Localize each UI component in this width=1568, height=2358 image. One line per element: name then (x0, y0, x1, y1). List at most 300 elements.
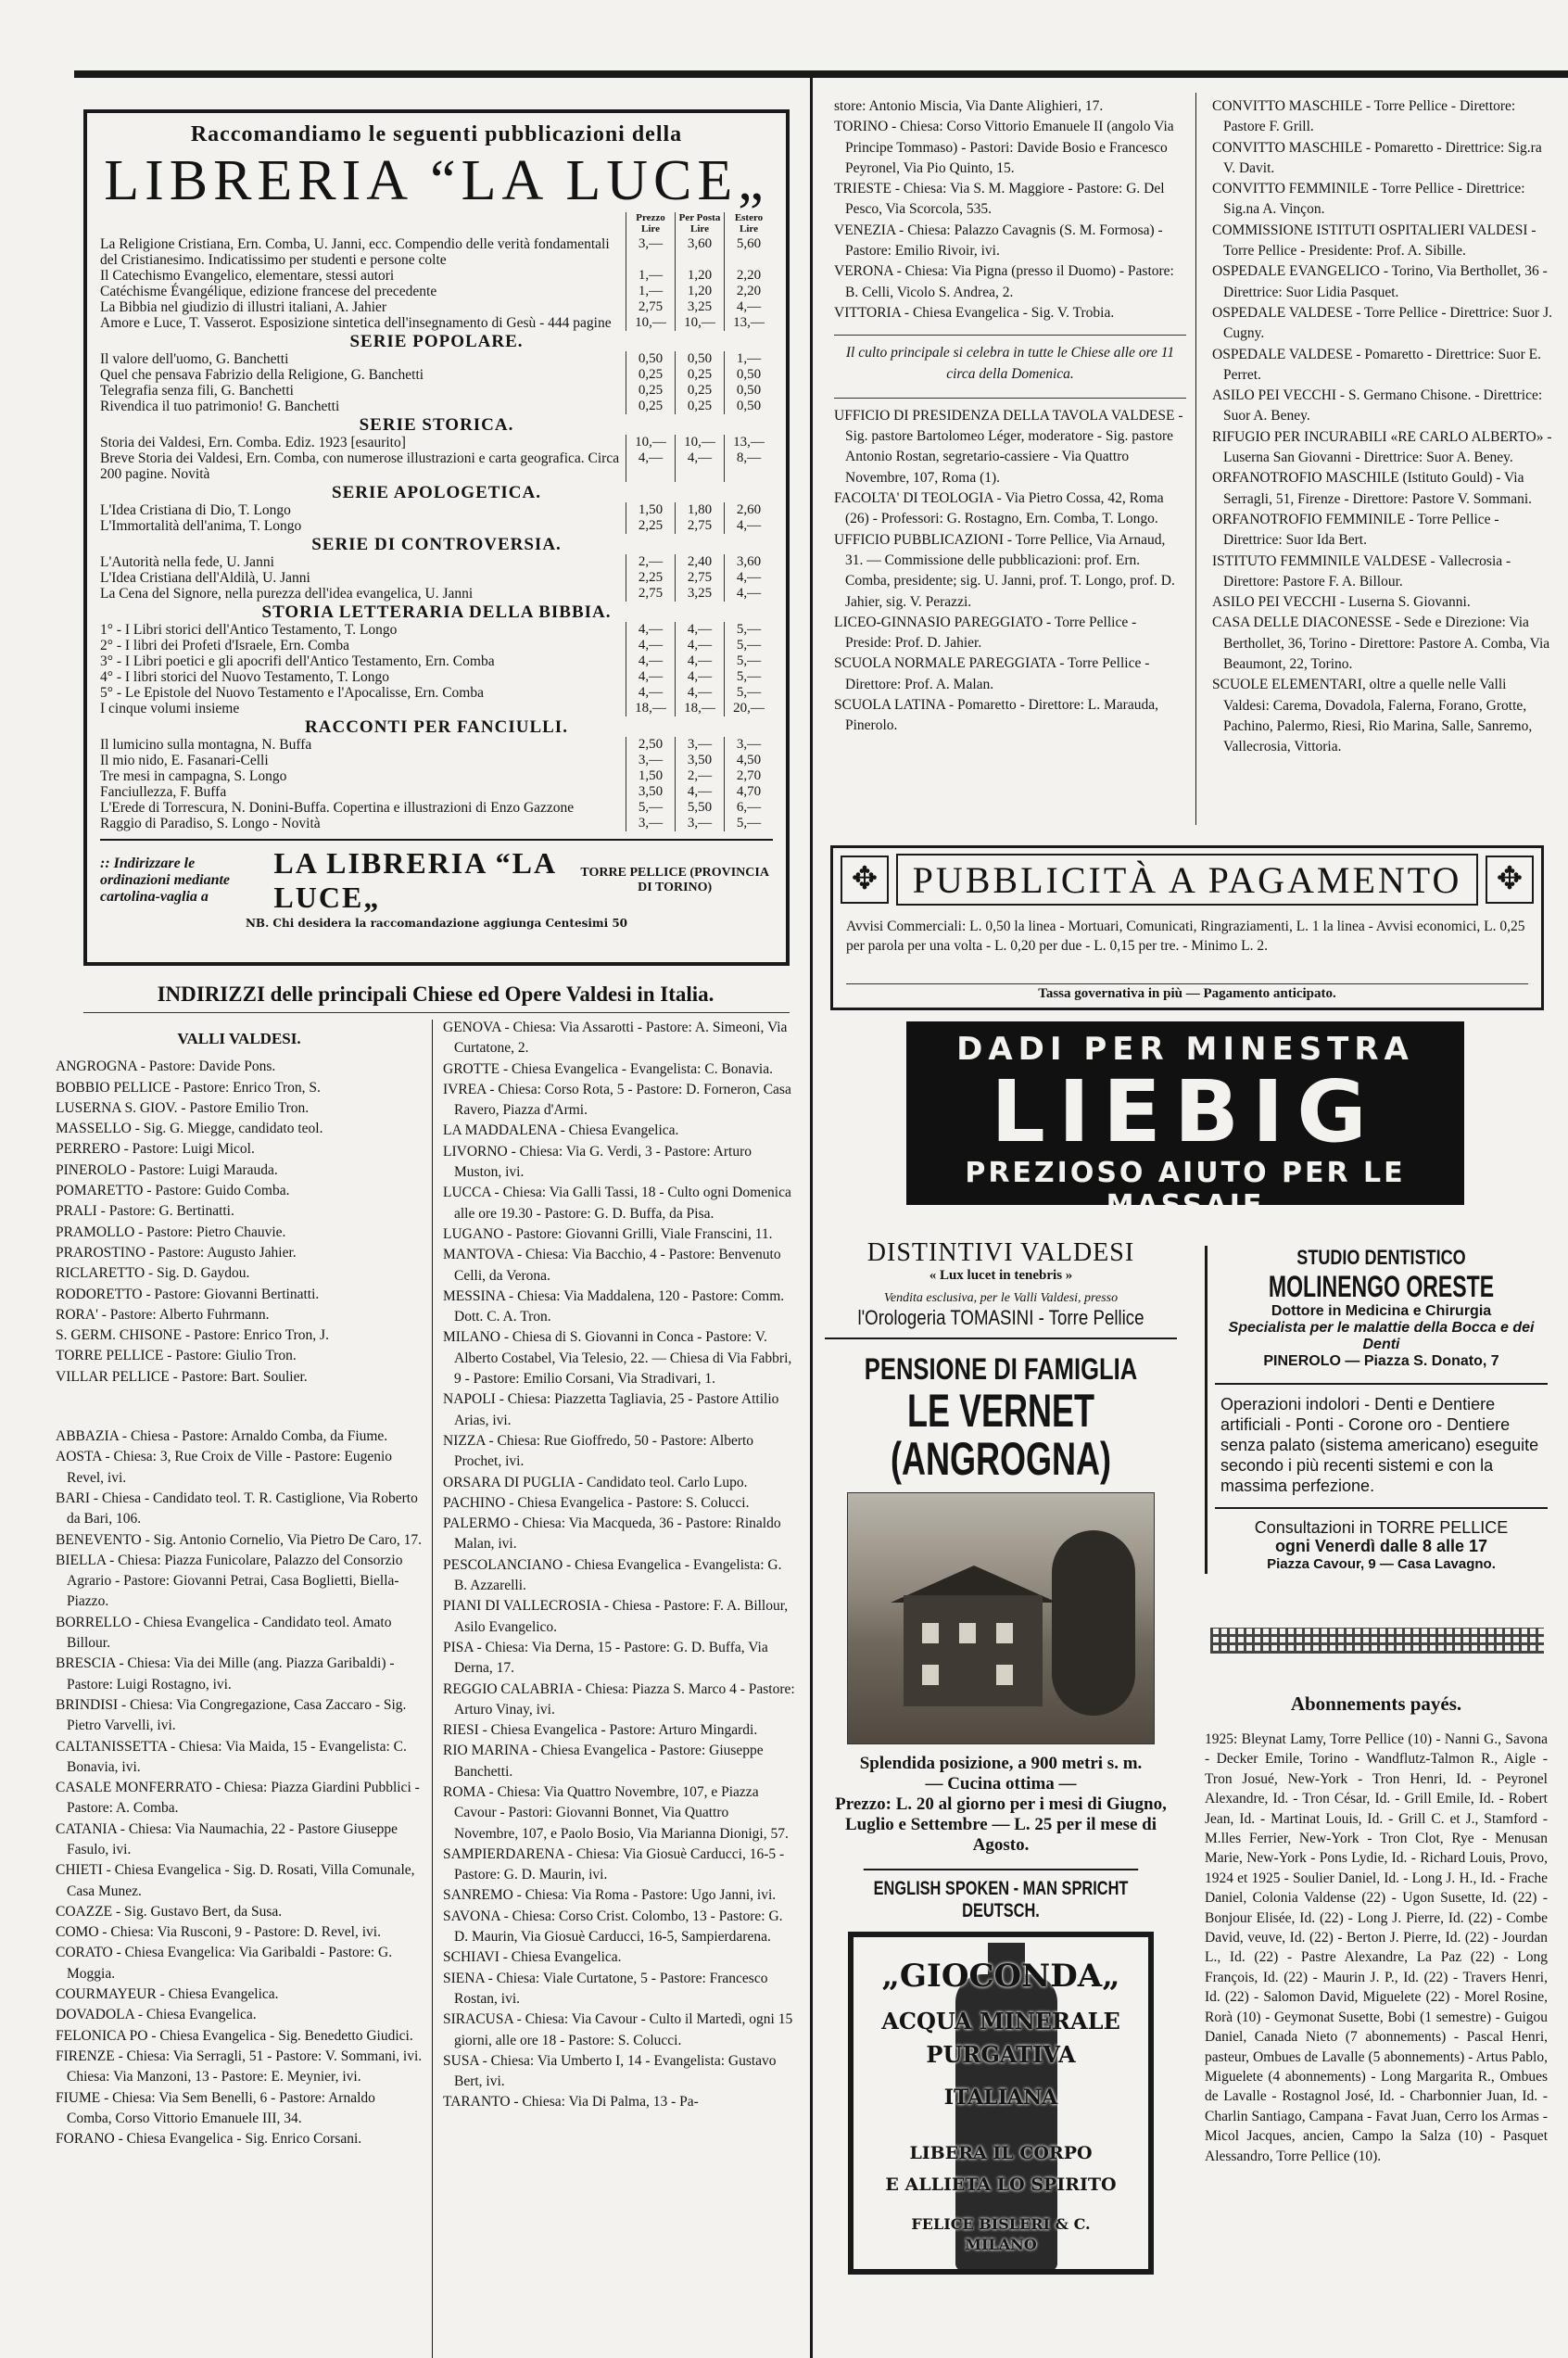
city-entry: LUGANO - Pastore: Giovanni Grilli, Viale Franscini, 11. (443, 1225, 773, 1242)
price-cell: 0,25 (676, 367, 725, 383)
price-row (100, 450, 773, 482)
valley-entry: S. GERM. CHISONE - Pastore: Enrico Tron, J. (56, 1327, 329, 1344)
book-title: La Bibbia nel giudizio di illustri italiani, A. Jahier (100, 299, 387, 315)
book-title: Il lumicino sulla montagna, N. Buffa (100, 737, 312, 753)
price-row (100, 586, 773, 602)
address-column-2 (443, 1018, 795, 2358)
price-cell: 5,60 (725, 236, 774, 268)
city-entry: PIANI DI VALLECROSIA - Chiesa - Pastore: F. A. Billour, Asilo Evangelico. (443, 1598, 789, 1635)
valley-entry: ANGROGNA - Pastore: Davide Pons. (56, 1059, 276, 1075)
price-cell: 4,— (626, 622, 676, 638)
city-entry: VITTORIA - Chiesa Evangelica - Sig. V. Trobia. (834, 304, 1115, 321)
price-row (100, 653, 773, 669)
vernet-kitchen: — Cucina ottima — (925, 1774, 1077, 1794)
book-title: L'Autorità nella fede, U. Janni (100, 554, 274, 570)
libreria-advert (83, 109, 790, 966)
price-cell: 20,— (725, 701, 774, 716)
book-title: Amore e Luce, T. Vasserot. Esposizione sintetica dell'insegnamento di Gesù - 444 pagine (100, 315, 612, 331)
price-cell: 0,25 (626, 399, 676, 414)
price-cell: 4,— (626, 638, 676, 653)
valley-entry: LUSERNA S. GIOV. - Pastore Emilio Tron. (56, 1099, 310, 1116)
price-cell: 3,25 (676, 299, 725, 315)
libreria-place: TORRE PELLICE (PROVINCIA DI TORINO) (580, 866, 769, 894)
series-heading (100, 331, 773, 351)
institution-entry: OSPEDALE VALDESE - Pomaretto - Direttrice: Suor E. Perret. (1212, 346, 1542, 383)
series-heading (100, 482, 773, 502)
book-title: Breve Storia dei Valdesi, Ern. Comba, con numerose illustrazioni e carta geografica. Circa 200 pagine. Novità (100, 450, 620, 482)
price-row (100, 299, 773, 315)
price-cell: 4,— (676, 622, 725, 638)
city-entry: RIESI - Chiesa Evangelica - Pastore: Arturo Mingardi. (443, 1722, 758, 1739)
libreria-nb: NB. Chi desidera la raccomandazione aggiunga Centesimi 50 (245, 917, 628, 930)
price-cell: 3,— (626, 236, 676, 268)
city-entry: VENEZIA - Chiesa: Palazzo Cavagnis (S. M. Formosa) - Pastore: Emilio Rivoir, ivi. (834, 222, 1163, 260)
city-entry: BRESCIA - Chiesa: Via dei Mille (ang. Piazza Garibaldi) - Pastore: Luigi Rostagno, ivi. (56, 1655, 395, 1692)
book-title: Raggio di Paradiso, S. Longo - Novità (100, 816, 321, 831)
book-title: Rivendica il tuo patrimonio! G. Banchetti (100, 399, 340, 414)
valley-entry: PRAMOLLO - Pastore: Pietro Chauvie. (56, 1223, 286, 1240)
city-entry: BENEVENTO - Sig. Antonio Cornelio, Via Pietro De Caro, 17. (56, 1531, 423, 1548)
price-row (100, 236, 773, 268)
price-cell: 4,— (676, 638, 725, 653)
city-entry: FIRENZE - Chiesa: Via Serragli, 51 - Pastore: V. Sommani, ivi. Chiesa: Via Manzoni, 13 - Pastore: E. Meynier, ivi. (56, 2047, 423, 2085)
series-title: RACCONTI PER FANCIULLI. (305, 717, 568, 737)
price-cell: 4,— (676, 669, 725, 685)
city-entry: MESSINA - Chiesa: Via Maddalena, 120 - Pastore: Comm. Dott. C. A. Tron. (443, 1287, 785, 1325)
price-cell: 4,— (626, 685, 676, 701)
series-heading (100, 602, 773, 622)
institution-entry: ASILO PEI VECCHI - Luserna S. Giovanni. (1212, 594, 1471, 611)
distintivi-title: DISTINTIVI VALDESI (866, 1238, 1135, 1267)
city-entry: LIVORNO - Chiesa: Via G. Verdi, 3 - Pastore: Arturo Muston, ivi. (443, 1143, 752, 1181)
price-cell: 0,25 (626, 367, 676, 383)
price-cell: 1,— (725, 351, 774, 367)
ornament-icon: ✥ (1486, 856, 1534, 904)
institution-entry: SCUOLA LATINA - Pomaretto - Direttore: L. Marauda, Pinerolo. (834, 697, 1158, 734)
institution-entry: ISTITUTO FEMMINILE VALDESE - Vallecrosia - Direttore: Pastore F. A. Billour. (1212, 552, 1511, 590)
price-row (100, 315, 773, 331)
valli-list (56, 1057, 423, 1388)
price-cell: 2,60 (725, 502, 774, 518)
price-cell: 1,80 (676, 502, 725, 518)
price-cell: 4,— (725, 518, 774, 534)
book-title: La Religione Cristiana, Ern. Comba, U. Janni, ecc. Compendio delle verità fondamentali del Cristianesimo. Indicatissimo per studenti e persone colte (100, 236, 610, 268)
col-header-estero: Estero Lire (725, 212, 774, 236)
price-cell: 1,— (626, 284, 676, 299)
price-cell: 4,— (626, 669, 676, 685)
valley-entry: RORA' - Pastore: Alberto Fuhrmann. (56, 1306, 270, 1323)
price-cell: 4,— (676, 784, 725, 800)
price-cell: 2,75 (676, 518, 725, 534)
cities-list-2 (443, 1018, 795, 2113)
city-entry: REGGIO CALABRIA - Chiesa: Piazza S. Marco 4 - Pastore: Arturo Vinay, ivi. (443, 1680, 795, 1718)
col-header-posta: Per Posta Lire (676, 212, 725, 236)
city-entry: TORINO - Chiesa: Corso Vittorio Emanuele II (angolo Via Principe Tommaso) - Pastori: Davide Bosio e Francesco Peyronel, Via Pio Quinto, 15. (834, 119, 1174, 176)
consult-address: Piazza Cavour, 9 — Casa Lavagno. (1267, 1556, 1496, 1572)
price-row (100, 701, 773, 716)
institution-entry: SCUOLE ELEMENTARI, oltre a quelle nelle Valli Valdesi: Carema, Dovadola, Falerna, Forano, Grotte, Pachino, Palermo, Riesi, Rio Marina, Salle, Sanremo, Vallecrosia, Vittoria. (1212, 677, 1533, 755)
price-row (100, 383, 773, 399)
city-entry: FIUME - Chiesa: Via Sem Benelli, 6 - Pastore: Arnaldo Comba, Corso Vittorio Emanuele III, 34. (56, 2089, 375, 2126)
pubblicita-title: PUBBLICITÀ A PAGAMENTO (896, 854, 1478, 906)
valley-entry: TORRE PELLICE - Pastore: Giulio Tron. (56, 1348, 297, 1364)
price-cell: 3,— (626, 753, 676, 768)
city-entry: AOSTA - Chiesa: 3, Rue Croix de Ville - Pastore: Eugenio Revel, ivi. (56, 1449, 393, 1486)
city-entry: MANTOVA - Chiesa: Via Bacchio, 4 - Pastore: Benvenuto Celli, da Verona. (443, 1247, 781, 1284)
vernet-name: LE VERNET (ANGROGNA) (891, 1385, 1111, 1485)
price-row (100, 800, 773, 816)
book-title: 4° - I libri storici del Nuovo Testamento, T. Longo (100, 669, 390, 685)
libreria-footer (100, 839, 773, 915)
gioconda-advert (848, 1932, 1154, 2275)
city-entry: MILANO - Chiesa di S. Giovanni in Conca - Pastore: V. Alberto Costabel, Via Telesio, 22. — Chiesa di Via Fabbri, 9 - Pastore: Emilio Corsani, Via Stradivari, 1. (443, 1329, 792, 1388)
valley-entry: PRAROSTINO - Pastore: Augusto Jahier. (56, 1244, 297, 1261)
price-cell: 2,25 (626, 570, 676, 586)
culto-note: Il culto principale si celebra in tutte le Chiese alle ore 11 circa della Domenica. (845, 345, 1175, 382)
institution-entry: UFFICIO PUBBLICAZIONI - Torre Pellice, Via Arnaud, 31. — Commissione delle pubblicazioni: prof. Ern. Comba, presidente; sig. U. Janni, prof. T. Longo, prof. D. Jahier, sig. V. Perazzi. (834, 531, 1175, 610)
price-cell: 4,— (725, 299, 774, 315)
price-cell: 6,— (725, 800, 774, 816)
institution-entry: RIFUGIO PER INCURABILI «RE CARLO ALBERTO» - Luserna San Giovanni - Direttrice: Suor A. Beney. (1212, 428, 1552, 466)
price-cell: 4,— (676, 450, 725, 482)
price-cell: 3,— (676, 816, 725, 831)
price-cell: 2,20 (725, 268, 774, 284)
institution-entry: OSPEDALE EVANGELICO - Torino, Via Berthollet, 36 - Direttrice: Suor Lidia Pasquet. (1212, 263, 1548, 300)
book-title: Tre mesi in campagna, S. Longo (100, 768, 287, 784)
city-entry: SAMPIERDARENA - Chiesa: Via Giosuè Carducci, 16-5 - Pastore: G. D. Maurin, ivi. (443, 1845, 785, 1883)
price-cell: 3,50 (626, 784, 676, 800)
city-entry: FELONICA PO - Chiesa Evangelica - Sig. Benedetto Giudici. (56, 2027, 413, 2044)
book-title: 5° - Le Epistole del Nuovo Testamento e l'Apocalisse, Ern. Comba (100, 685, 484, 701)
price-row (100, 638, 773, 653)
libreria-price-table (100, 212, 773, 831)
dentist-degree: Dottore in Medicina e Chirurgia (1271, 1303, 1492, 1319)
price-cell: 3,60 (725, 554, 774, 570)
valley-entry: POMARETTO - Pastore: Guido Comba. (56, 1183, 290, 1199)
book-title: Fanciullezza, F. Buffa (100, 784, 227, 800)
valley-entry: RICLARETTO - Sig. D. Gaydou. (56, 1265, 250, 1282)
city-entry: TARANTO - Chiesa: Via Di Palma, 13 - Pa- (443, 2094, 699, 2111)
price-cell: 4,— (626, 450, 676, 482)
column-divider-right-top (1195, 93, 1196, 825)
price-cell: 4,— (626, 653, 676, 669)
col-header-prezzo: Prezzo Lire (626, 212, 676, 236)
price-cell: 2,70 (725, 768, 774, 784)
price-cell: 10,— (626, 435, 676, 450)
institution-entry: CONVITTO MASCHILE - Torre Pellice - Direttore: Pastore F. Grill. (1212, 98, 1516, 135)
gioconda-maker: FELICE BISLERI & C. (911, 2215, 1091, 2233)
indirizzi-title: INDIRIZZI delle principali Chiese ed Opere Valdesi in Italia. (157, 982, 714, 1006)
city-entry: SUSA - Chiesa: Via Umberto I, 14 - Evangelista: Gustavo Bert, ivi. (443, 2052, 777, 2090)
price-cell: 0,50 (725, 383, 774, 399)
institution-entry: CASA DELLE DIACONESSE - Sede e Direzione: Via Berthollet, 36, Torino - Direttore: Pastore A. Comba, Via Beaumont, 22, Torino. (1212, 615, 1550, 673)
column-divider-center (810, 78, 813, 2358)
city-entry: CALTANISSETTA - Chiesa: Via Maida, 15 - Evangelista: C. Bonavia, ivi. (56, 1738, 407, 1775)
book-title: Il mio nido, E. Fasanari-Celli (100, 753, 269, 768)
book-title: I cinque volumi insieme (100, 701, 240, 716)
price-row (100, 816, 773, 831)
series-title: SERIE DI CONTROVERSIA. (311, 535, 562, 554)
price-cell: 3,— (676, 737, 725, 753)
city-entry: PISA - Chiesa: Via Derna, 15 - Pastore: G. D. Buffa, Via Derna, 17. (443, 1639, 768, 1677)
libreria-name: LA LIBRERIA “LA LUCE„ (273, 846, 556, 914)
price-cell: 0,25 (626, 383, 676, 399)
city-entry: SANREMO - Chiesa: Via Roma - Pastore: Ugo Janni, ivi. (443, 1887, 777, 1904)
book-title: 1° - I Libri storici dell'Antico Testamento, T. Longo (100, 622, 398, 638)
pubblicita-box (830, 845, 1544, 1010)
liebig-top: DADI PER MINESTRA (956, 1031, 1414, 1068)
price-cell: 4,50 (725, 753, 774, 768)
price-cell: 4,70 (725, 784, 774, 800)
price-row (100, 351, 773, 367)
gioconda-city: MILANO (965, 2236, 1037, 2253)
dentist-name: MOLINENGO ORESTE (1268, 1270, 1495, 1303)
city-entry: LUCCA - Chiesa: Via Galli Tassi, 18 - Culto ogni Domenica alle ore 19.30 - Pastore: G. D. Buffa, da Pisa. (443, 1185, 791, 1222)
price-cell: 3,25 (676, 586, 725, 602)
city-entry: CASALE MONFERRATO - Chiesa: Piazza Giardini Pubblici - Pastore: A. Comba. (56, 1780, 420, 1817)
institutions-list (834, 406, 1186, 737)
price-row (100, 518, 773, 534)
book-title: L'Idea Cristiana di Dio, T. Longo (100, 502, 291, 518)
price-cell: 1,20 (676, 284, 725, 299)
price-cell: 4,— (725, 586, 774, 602)
address-column-3 (834, 96, 1186, 819)
valley-entry: RODORETTO - Pastore: Giovanni Bertinatti. (56, 1286, 320, 1302)
price-row (100, 669, 773, 685)
price-row (100, 435, 773, 450)
city-entry: VERONA - Chiesa: Via Pigna (presso il Duomo) - Pastore: B. Celli, Vicolo S. Andrea, 2. (834, 263, 1174, 300)
gioconda-line2: ACQUA MINERALE (881, 2008, 1120, 2035)
liebig-brand: LIEBIG (991, 1062, 1380, 1161)
city-entry: COMO - Chiesa: Via Rusconi, 9 - Pastore: D. Revel, ivi. (56, 1924, 381, 1941)
price-cell: 5,— (725, 685, 774, 701)
price-row (100, 570, 773, 586)
dentist-kicker: STUDIO DENTISTICO (1296, 1246, 1466, 1269)
gioconda-title: „GIOCONDA„ (881, 1958, 1120, 1995)
price-row (100, 784, 773, 800)
dentist-services: Operazioni indolori - Denti e Dentiere artificiali - Ponti - Corone oro - Dentiere senza palato (sistema americano) eseguite secondo i più recenti sistemi e con la massima perfezione. (1215, 1383, 1548, 1496)
city-entry: ABBAZIA - Chiesa - Pastore: Arnaldo Comba, da Fiume. (56, 1428, 388, 1445)
series-title: SERIE STORICA. (359, 415, 514, 435)
works-list (1212, 96, 1555, 758)
city-entry: CATANIA - Chiesa: Via Naumachia, 22 - Pastore Giuseppe Fasulo, ivi. (56, 1820, 398, 1857)
price-table-header (100, 212, 773, 236)
consult-days: ogni Venerdì dalle 8 alle 17 (1274, 1537, 1488, 1555)
left-ads-column (825, 1238, 1177, 2275)
price-row (100, 554, 773, 570)
valli-title: VALLI VALDESI. (177, 1030, 301, 1047)
dentist-specialty: Specialista per le malattie della Bocca e dei Denti (1228, 1320, 1535, 1352)
price-cell: 2,75 (626, 586, 676, 602)
city-entry: ORSARA DI PUGLIA - Candidato teol. Carlo Lupo. (443, 1474, 748, 1490)
price-cell: 5,— (725, 669, 774, 685)
institution-entry: LICEO-GINNASIO PAREGGIATO - Torre Pellice - Preside: Prof. D. Jahier. (834, 614, 1137, 652)
price-cell: 3,— (725, 737, 774, 753)
gioconda-line4: ITALIANA (943, 2085, 1058, 2110)
pubblicita-rates: Avvisi Commerciali: L. 0,50 la linea - Mortuari, Comunicati, Ringraziamenti, L. 1 la linea - Avvisi economici, L. 0,25 per parola per una volta - L. 0,20 per due - L. 0,15 per tre. - Minimo L. 2. (846, 919, 1525, 954)
institution-entry: OSPEDALE VALDESE - Torre Pellice - Direttrice: Suor J. Cugny. (1212, 304, 1552, 342)
price-row (100, 268, 773, 284)
dentist-consultations (1215, 1507, 1548, 1574)
city-entry: PALERMO - Chiesa: Via Macqueda, 36 - Pastore: Rinaldo Malan, ivi. (443, 1515, 781, 1553)
city-entry: NIZZA - Chiesa: Rue Gioffredo, 50 - Pastore: Alberto Prochet, ivi. (443, 1432, 754, 1470)
book-title: Telegrafia senza fili, G. Banchetti (100, 383, 294, 399)
price-cell: 10,— (676, 435, 725, 450)
book-title: L'Immortalità dell'anima, T. Longo (100, 518, 302, 534)
liebig-slogan: PREZIOSO AIUTO PER LE MASSAIE (965, 1157, 1406, 1222)
city-entry: CHIETI - Chiesa Evangelica - Sig. D. Rosati, Villa Comunale, Casa Munez. (56, 1862, 415, 1899)
price-cell: 4,— (676, 685, 725, 701)
price-cell: 5,50 (676, 800, 725, 816)
series-heading (100, 414, 773, 435)
price-cell: 0,50 (626, 351, 676, 367)
dentist-advert (1205, 1246, 1548, 1574)
book-title: Quel che pensava Fabrizio della Religione, G. Banchetti (100, 367, 424, 383)
libreria-title: LIBRERIA “LA LUCE„ (104, 149, 769, 212)
city-entry: IVREA - Chiesa: Corso Rota, 5 - Pastore: D. Forneron, Casa Ravero, Piazza d'Armi. (443, 1081, 791, 1119)
book-title: La Cena del Signore, nella purezza dell'idea evangelica, U. Janni (100, 586, 474, 602)
price-cell: 10,— (676, 315, 725, 331)
city-entry: PACHINO - Chiesa Evangelica - Pastore: S. Colucci. (443, 1494, 750, 1511)
price-cell: 0,50 (725, 367, 774, 383)
cities-list-1 (56, 1426, 423, 2149)
city-entry: FORANO - Chiesa Evangelica - Sig. Enrico Corsani. (56, 2131, 362, 2148)
valley-entry: MASSELLO - Sig. G. Miegge, candidato teol. (56, 1121, 323, 1137)
price-row (100, 737, 773, 753)
city-entry: TRIESTE - Chiesa: Via S. M. Maggiore - Pastore: G. Del Pesco, Via Scorcola, 535. (834, 181, 1165, 218)
city-entry: COAZZE - Sig. Gustavo Bert, da Susa. (56, 1903, 283, 1920)
city-entry: GENOVA - Chiesa: Via Assarotti - Pastore: A. Simeoni, Via Curtatone, 2. (443, 1020, 788, 1057)
distintivi-shop: l'Orologeria TOMASINI - Torre Pellice (857, 1306, 1144, 1329)
gioconda-line5: LIBERA IL CORPO (909, 2143, 1093, 2163)
institution-entry: ASILO PEI VECCHI - S. Germano Chisone. - Direttrice: Suor A. Beney. (1212, 387, 1543, 425)
valley-entry: PINEROLO - Pastore: Luigi Marauda. (56, 1161, 278, 1178)
city-entry: RIO MARINA - Chiesa Evangelica - Pastore: Giuseppe Banchetti. (443, 1743, 764, 1780)
institution-entry: CONVITTO MASCHILE - Pomaretto - Direttrice: Sig.ra V. Davit. (1212, 139, 1542, 176)
price-cell: 0,50 (725, 399, 774, 414)
price-cell: 13,— (725, 435, 774, 450)
price-cell: 4,— (725, 570, 774, 586)
cities-list-3 (834, 96, 1186, 323)
city-entry: PESCOLANCIANO - Chiesa Evangelica - Evangelista: G. B. Azzarelli. (443, 1556, 782, 1594)
indirizzi-rule (83, 1012, 790, 1013)
price-cell: 5,— (725, 622, 774, 638)
institution-entry: FACOLTA' DI TEOLOGIA - Via Pietro Cossa, 42, Roma (26) - Professori: G. Rostagno, Ern. Comba, T. Longo. (834, 490, 1164, 527)
price-cell: 2,75 (626, 299, 676, 315)
book-title: Il valore dell'uomo, G. Banchetti (100, 351, 289, 367)
price-row (100, 367, 773, 383)
price-cell: 2,50 (626, 737, 676, 753)
abonnements-title: Abonnements payés. (1290, 1692, 1462, 1715)
column-divider-left (432, 1020, 433, 2358)
city-entry: LA MADDALENA - Chiesa Evangelica. (443, 1122, 679, 1139)
city-entry: GROTTE - Chiesa Evangelica - Evangelista: C. Bonavia. (443, 1060, 773, 1077)
price-cell: 5,— (725, 638, 774, 653)
price-row (100, 399, 773, 414)
institution-entry: CONVITTO FEMMINILE - Torre Pellice - Direttrice: Sig.na A. Vinçon. (1212, 181, 1525, 218)
ornament-icon: ✥ (841, 856, 889, 904)
distintivi-sale: Vendita esclusiva, per le Valli Valdesi, presso (883, 1291, 1119, 1305)
city-entry: SCHIAVI - Chiesa Evangelica. (443, 1949, 622, 1966)
price-cell: 1,50 (626, 768, 676, 784)
gioconda-line6: E ALLIETA LO SPIRITO (885, 2174, 1117, 2195)
valley-entry: PRALI - Pastore: G. Bertinatti. (56, 1203, 234, 1220)
book-title: Il Catechismo Evangelico, elementare, stessi autori (100, 268, 395, 284)
address-column-1 (56, 1023, 423, 2358)
city-entry: SIENA - Chiesa: Viale Curtatone, 5 - Pastore: Francesco Rostan, ivi. (443, 1970, 768, 2007)
top-rule (74, 70, 1568, 78)
price-cell: 5,— (725, 816, 774, 831)
book-title: 2° - I libri dei Profeti d'Israele, Ern. Comba (100, 638, 349, 653)
institution-entry: ORFANOTROFIO MASCHILE (Istituto Gould) - Via Serragli, 51, Firenze - Direttore: Pastore V. Sommani. (1212, 470, 1533, 507)
vernet-prices: Prezzo: L. 20 al giorno per i mesi di Giugno, Luglio e Settembre — L. 25 per il mese di Agosto. (835, 1794, 1167, 1855)
price-cell: 8,— (725, 450, 774, 482)
book-title: 3° - I Libri poetici e gli apocrifi dell'Antico Testamento, Ern. Comba (100, 653, 495, 669)
series-heading (100, 716, 773, 737)
city-entry: BIELLA - Chiesa: Piazza Funicolare, Palazzo del Consorzio Agrario - Pastore: Giovanni Petrai, Casa Boglietti, Biella-Piazzo. (56, 1552, 403, 1610)
city-entry: CORATO - Chiesa Evangelica: Via Garibaldi - Pastore: G. Moggia. (56, 1945, 393, 1982)
city-entry: COURMAYEUR - Chiesa Evangelica. (56, 1986, 279, 2003)
price-cell: 2,— (676, 768, 725, 784)
liebig-advert (906, 1021, 1464, 1222)
address-column-4 (1212, 96, 1555, 829)
price-cell: 5,— (725, 653, 774, 669)
price-cell: 2,— (626, 554, 676, 570)
price-row (100, 284, 773, 299)
order-instructions: :: Indirizzare le ordinazioni mediante cartolina-vaglia a (100, 856, 231, 905)
series-title: STORIA LETTERARIA DELLA BIBBIA. (261, 602, 612, 622)
price-cell: 2,40 (676, 554, 725, 570)
vernet-kicker: PENSIONE DI FAMIGLIA (864, 1352, 1138, 1386)
city-entry: SAVONA - Chiesa: Corso Crist. Colombo, 13 - Pastore: G. D. Maurin, Via Giosuè Carducci, 16-5, Sampierdarena. (443, 1908, 783, 1946)
series-title: SERIE POPOLARE. (349, 332, 524, 351)
price-cell: 1,20 (676, 268, 725, 284)
price-row (100, 768, 773, 784)
price-cell: 1,— (626, 268, 676, 284)
price-row (100, 502, 773, 518)
price-cell: 0,50 (676, 351, 725, 367)
libreria-head: Raccomandiamo le seguenti pubblicazioni della (190, 122, 683, 146)
price-cell: 1,50 (626, 502, 676, 518)
price-cell: 4,— (676, 653, 725, 669)
valley-entry: BOBBIO PELLICE - Pastore: Enrico Tron, S. (56, 1079, 321, 1096)
price-row (100, 622, 773, 638)
institution-entry: UFFICIO DI PRESIDENZA DELLA TAVOLA VALDESE - Sig. pastore Bartolomeo Léger, moderatore - Sig. pastore Antonio Rostan, segretario-cassiere - Via Quattro Novembre, 107, Roma (1). (834, 407, 1183, 486)
price-row (100, 753, 773, 768)
book-title: L'Erede di Torrescura, N. Donini-Buffa. Copertina e illustrazioni di Enzo Gazzone (100, 800, 575, 816)
price-cell: 5,— (626, 800, 676, 816)
price-row (100, 685, 773, 701)
price-cell: 18,— (626, 701, 676, 716)
institution-entry: ORFANOTROFIO FEMMINILE - Torre Pellice - Direttrice: Suor Ida Bert. (1212, 511, 1499, 549)
price-cell: 0,25 (676, 399, 725, 414)
consult-place: Consultazioni in TORRE PELLICE (1254, 1518, 1509, 1537)
price-cell: 2,75 (676, 570, 725, 586)
vernet-photo (847, 1492, 1155, 1744)
book-title: Storia dei Valdesi, Ern. Comba. Ediz. 1923 [esaurito] (100, 435, 406, 450)
city-entry: BARI - Chiesa - Candidato teol. T. R. Castiglione, Via Roberto da Bari, 106. (56, 1490, 418, 1528)
price-cell: 18,— (676, 701, 725, 716)
city-entry: DOVADOLA - Chiesa Evangelica. (56, 2007, 257, 2023)
dentist-address: PINEROLO — Piazza S. Donato, 7 (1263, 1353, 1499, 1369)
city-entry: ROMA - Chiesa: Via Quattro Novembre, 107, e Piazza Cavour - Pastori: Giovanni Bonnet, Via Quattro Novembre, 107, e Paolo Bosio, Via Marianna Dionigi, 57. (443, 1783, 789, 1842)
series-heading (100, 534, 773, 554)
price-cell: 2,25 (626, 518, 676, 534)
price-cell: 3,60 (676, 236, 725, 268)
languages-note: ENGLISH SPOKEN - MAN SPRICHT DEUTSCH. (864, 1869, 1138, 1922)
city-entry: BORRELLO - Chiesa Evangelica - Candidato teol. Amato Billour. (56, 1614, 392, 1652)
city-entry: BRINDISI - Chiesa: Via Congregazione, Casa Zaccaro - Sig. Pietro Varvelli, ivi. (56, 1696, 407, 1734)
